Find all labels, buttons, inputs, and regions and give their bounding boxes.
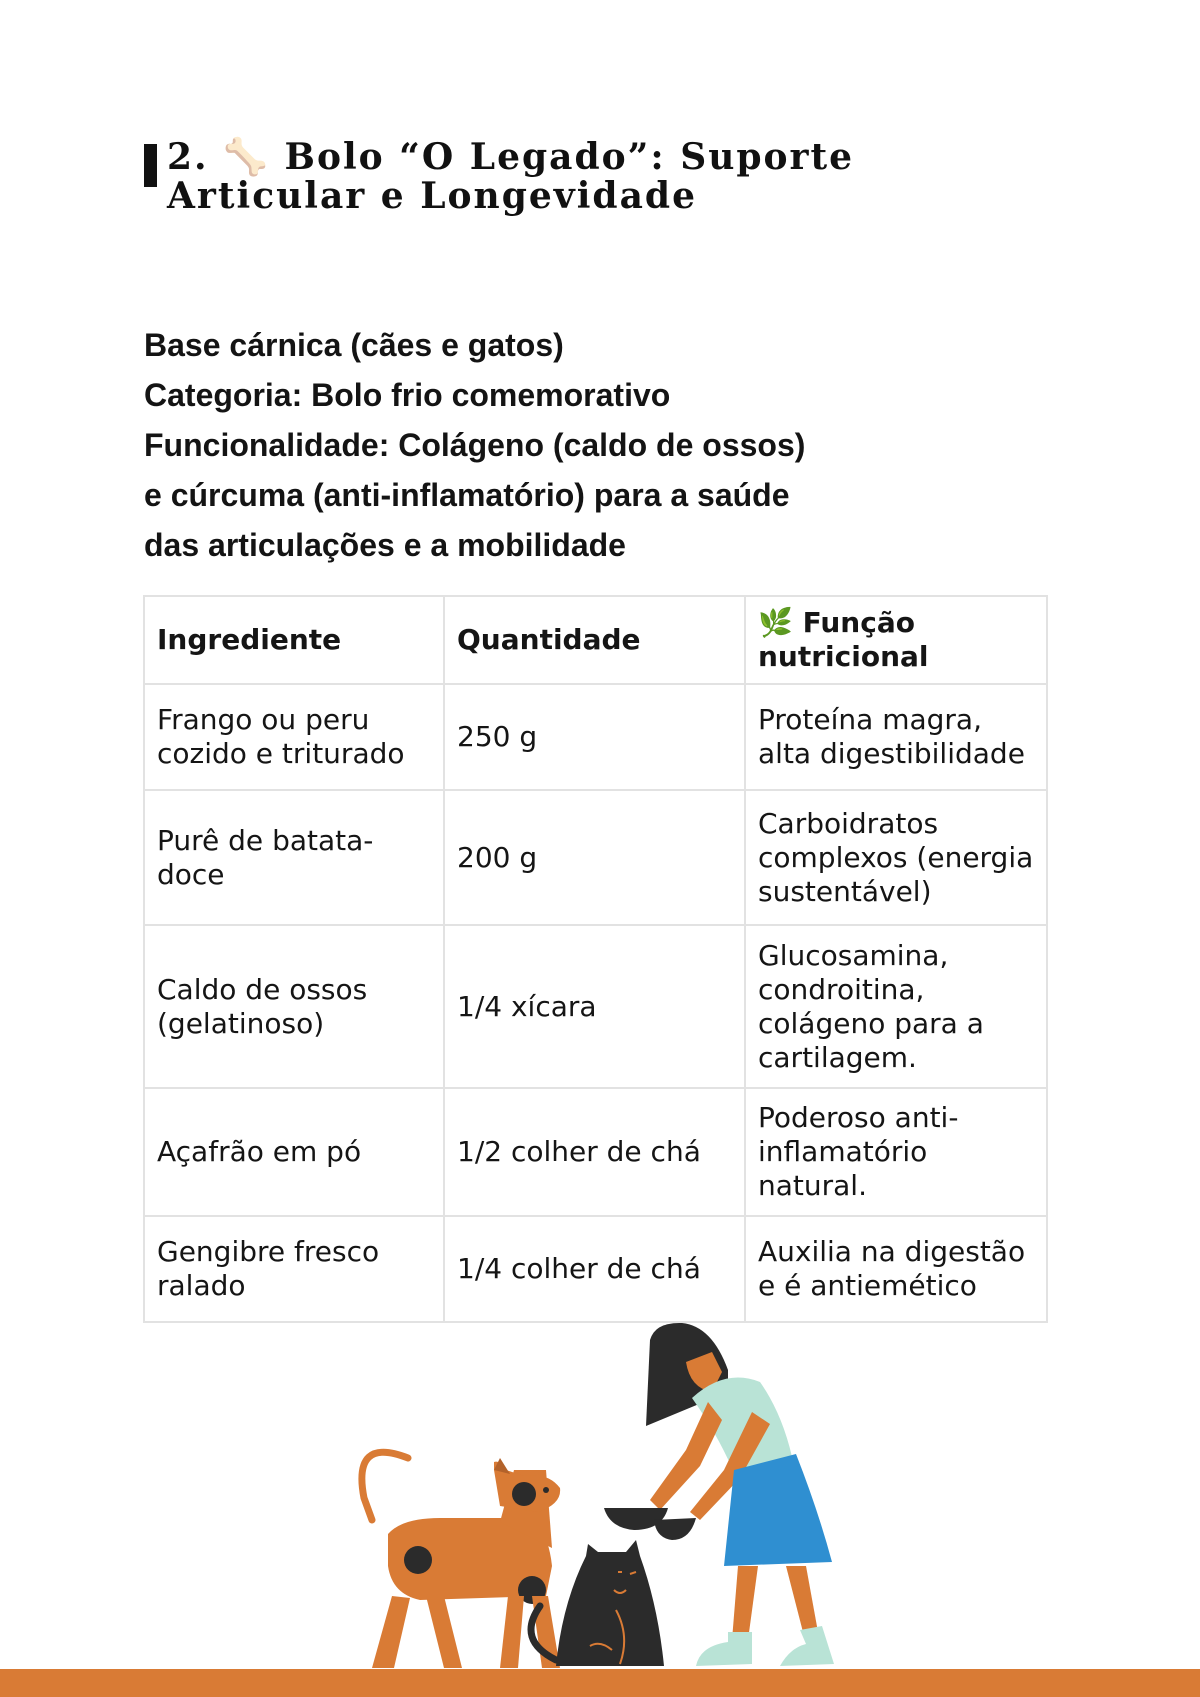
cell-function: Proteína magra, alta digestibilidade (745, 684, 1047, 790)
dog-spot-back (404, 1546, 432, 1574)
base-line: Base cárnica (cães e gatos) (144, 327, 564, 363)
bowls (604, 1508, 696, 1540)
woman-figure (646, 1323, 834, 1666)
herb-icon: 🌿 (758, 606, 793, 639)
cell-quantity: 250 g (444, 684, 745, 790)
woman-sock-back (696, 1632, 752, 1666)
bone-icon: 🦴 (223, 137, 270, 178)
woman-sock-front (780, 1626, 834, 1666)
cell-quantity: 1/4 colher de chá (444, 1216, 745, 1322)
cell-ingredient: Purê de batata-doce (144, 790, 444, 925)
dog-leg-back (372, 1596, 410, 1668)
dog-leg-back-2 (426, 1596, 462, 1668)
cell-function: Carboidratos complexos (energia sustentável) (745, 790, 1047, 925)
table-row (144, 1088, 1047, 1216)
heading-marker (144, 144, 157, 187)
cell-quantity: 1/4 xícara (444, 925, 745, 1088)
cell-quantity: 200 g (444, 790, 745, 925)
table-row (144, 790, 1047, 925)
woman-leg-back (732, 1566, 758, 1640)
table-header-row (144, 596, 1047, 684)
category-line: Categoria: Bolo frio comemorativo (144, 377, 671, 413)
footer-band (0, 1669, 1200, 1697)
cell-ingredient: Açafrão em pó (144, 1088, 444, 1216)
cell-ingredient: Gengibre fresco ralado (144, 1216, 444, 1322)
functionality-line-1: Funcionalidade: Colágeno (caldo de ossos) (144, 427, 806, 463)
dog-spot-head (512, 1482, 536, 1506)
dog-eye (543, 1487, 549, 1493)
table-row (144, 684, 1047, 790)
bowl-right (654, 1518, 696, 1540)
cat-body (556, 1540, 664, 1666)
cell-function: Poderoso anti-inflamatório natural. (745, 1088, 1047, 1216)
cell-function: Auxilia na digestão e é antiemético (745, 1216, 1047, 1322)
table-row (144, 925, 1047, 1088)
woman-skirt (724, 1454, 832, 1566)
header-quantity: Quantidade (444, 596, 745, 684)
recipe-meta (144, 320, 824, 570)
section-heading (144, 138, 1044, 216)
functionality-line-2: e cúrcuma (anti-inflamatório) para a saúde (144, 477, 790, 513)
header-function (745, 596, 1047, 684)
cell-ingredient: Caldo de ossos (gelatinoso) (144, 925, 444, 1088)
dog-tail (362, 1452, 408, 1520)
woman-feeding-pets-illustration (0, 1300, 1200, 1697)
section-title-text: Bolo “O Legado”: Suporte Articular e Longevidade (167, 136, 855, 217)
functionality-line-3: das articulações e a mobilidade (144, 527, 626, 563)
section-number: 2. (167, 136, 209, 178)
section-title (167, 138, 1044, 216)
header-ingredient: Ingrediente (144, 596, 444, 684)
dog-leg-front (500, 1596, 524, 1668)
cell-function: Glucosamina, condroitina, colágeno para a cartilagem. (745, 925, 1047, 1088)
header-function-label: Função nutricional (758, 606, 929, 673)
cell-quantity: 1/2 colher de chá (444, 1088, 745, 1216)
woman-leg-front (786, 1566, 818, 1636)
cell-ingredient: Frango ou peru cozido e triturado (144, 684, 444, 790)
ingredients-table (143, 595, 1048, 1323)
